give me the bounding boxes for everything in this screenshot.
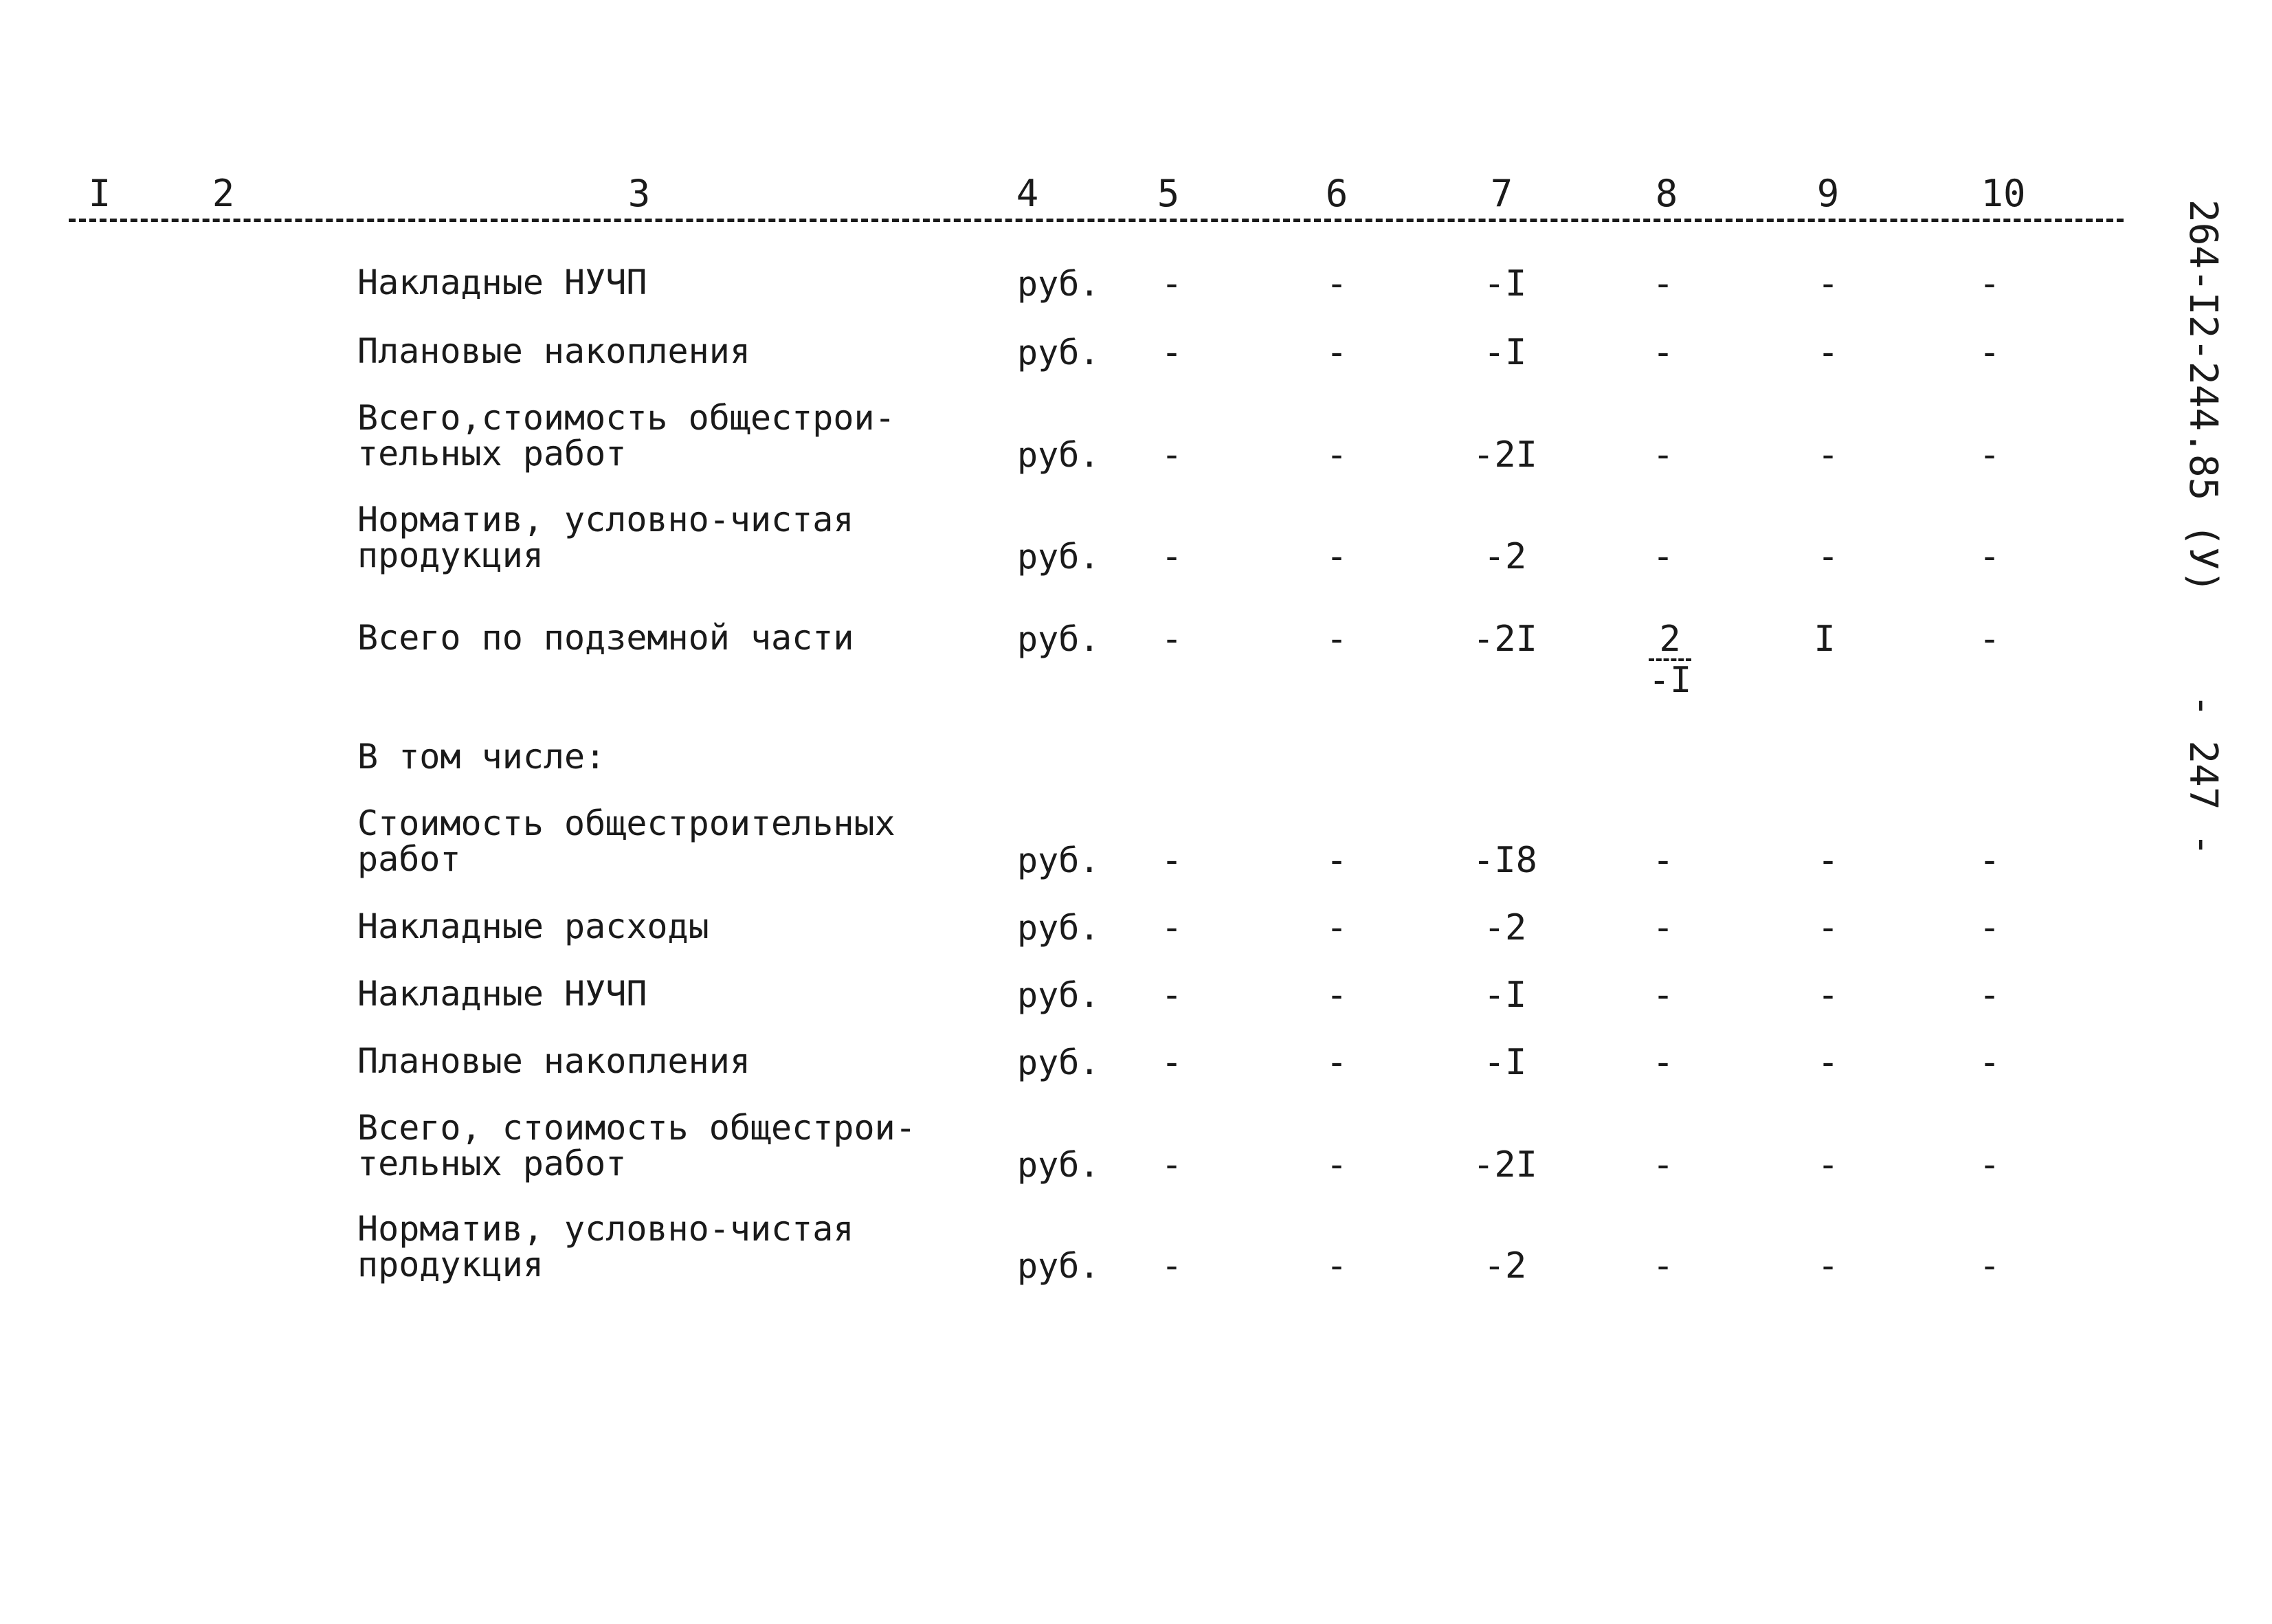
- cell-col9: -: [1817, 975, 1839, 1016]
- row-unit: руб.: [1017, 1246, 1100, 1286]
- row-label: Всего, стоимость общестрои- тельных работ: [357, 1108, 916, 1183]
- cell-col8: -: [1652, 1144, 1674, 1186]
- cell-col7: -2I: [1473, 434, 1537, 476]
- cell-col6: -: [1326, 434, 1348, 476]
- cell-col8: -: [1652, 907, 1674, 948]
- header-rule: [69, 219, 2124, 222]
- cell-col10: -: [1979, 1144, 2001, 1186]
- row-unit: руб.: [1017, 537, 1100, 577]
- cell-col6: -: [1326, 263, 1348, 304]
- cell-col10: -: [1979, 332, 2001, 373]
- cell-col8: -: [1652, 975, 1674, 1016]
- cell-col5: -: [1161, 840, 1183, 881]
- row-label: Накладные расходы: [357, 906, 709, 946]
- cell-col6: -: [1326, 907, 1348, 948]
- cell-col7: -2I: [1473, 1144, 1537, 1186]
- page-number: - 247 -: [2181, 694, 2225, 857]
- cell-col8: -: [1652, 263, 1674, 304]
- document-code: 264-I2-244.85 (У): [2181, 199, 2225, 594]
- cell-col8-fraction: [1615, 620, 1725, 700]
- cell-col5: -: [1161, 619, 1183, 660]
- cell-col5: -: [1161, 1144, 1183, 1186]
- cell-col9: -: [1817, 536, 1839, 577]
- cell-col10: -: [1979, 619, 2001, 660]
- cell-col10: -: [1979, 975, 2001, 1016]
- row-label: Накладные НУЧП: [357, 263, 647, 302]
- cell-col6: -: [1326, 840, 1348, 881]
- row-label: Плановые накопления: [357, 331, 750, 371]
- cell-col8: -: [1652, 840, 1674, 881]
- row-label: Накладные НУЧП: [357, 974, 647, 1014]
- cell-col9: -: [1817, 1144, 1839, 1186]
- cell-col6: -: [1326, 536, 1348, 577]
- cell-col5: -: [1161, 536, 1183, 577]
- row-unit: руб.: [1017, 975, 1100, 1015]
- column-number-7: 7: [1490, 172, 1513, 215]
- cell-col10: -: [1979, 1245, 2001, 1287]
- cell-col7: -I: [1483, 332, 1527, 373]
- cell-col7: -I8: [1473, 840, 1537, 881]
- column-number-9: 9: [1816, 172, 1840, 215]
- row-unit: руб.: [1017, 1145, 1100, 1185]
- row-label: Всего по подземной части: [357, 618, 854, 658]
- cell-col9: -: [1817, 907, 1839, 948]
- fraction-numerator: 2: [1649, 620, 1692, 661]
- cell-col9: -: [1817, 1042, 1839, 1083]
- column-number-2: 2: [212, 172, 235, 215]
- row-unit: руб.: [1017, 264, 1100, 304]
- cell-col10: -: [1979, 840, 2001, 881]
- row-unit: руб.: [1017, 435, 1100, 475]
- cell-col6: -: [1326, 1144, 1348, 1186]
- section-heading: В том числе:: [357, 737, 606, 777]
- cell-col7: -2: [1483, 1245, 1527, 1287]
- cell-col8: -: [1652, 332, 1674, 373]
- column-number-6: 6: [1325, 172, 1348, 215]
- cell-col9: -: [1817, 263, 1839, 304]
- cell-col8: -: [1652, 1042, 1674, 1083]
- column-number-10: 10: [1981, 172, 2026, 215]
- cell-col7: -2: [1483, 536, 1527, 577]
- cell-col8: -: [1652, 536, 1674, 577]
- column-number-5: 5: [1157, 172, 1180, 215]
- cell-col5: -: [1161, 975, 1183, 1016]
- fraction: [1649, 620, 1692, 700]
- cell-col9: -: [1817, 1245, 1839, 1287]
- cell-col7: -2: [1483, 907, 1527, 948]
- cell-col5: -: [1161, 907, 1183, 948]
- cell-col9: -: [1817, 332, 1839, 373]
- row-unit: руб.: [1017, 333, 1100, 372]
- column-number-3: 3: [627, 172, 651, 215]
- row-label: Плановые накопления: [357, 1041, 750, 1081]
- cell-col7: -I: [1483, 975, 1527, 1016]
- cell-col6: -: [1326, 619, 1348, 660]
- cell-col6: -: [1326, 1042, 1348, 1083]
- row-unit: руб.: [1017, 1043, 1100, 1082]
- cell-col5: -: [1161, 332, 1183, 373]
- cell-col10: -: [1979, 263, 2001, 304]
- cell-col5: -: [1161, 263, 1183, 304]
- row-unit: руб.: [1017, 908, 1100, 948]
- cell-col9: I: [1814, 619, 1836, 660]
- cell-col10: -: [1979, 434, 2001, 476]
- cell-col8: -: [1652, 1245, 1674, 1287]
- cell-col6: -: [1326, 975, 1348, 1016]
- cell-col10: -: [1979, 536, 2001, 577]
- column-number-1: I: [88, 172, 111, 215]
- row-label: Норматив, условно-чистая продукция: [357, 1209, 854, 1284]
- cell-col6: -: [1326, 1245, 1348, 1287]
- row-unit: руб.: [1017, 619, 1100, 659]
- row-label: Всего,стоимость общестрои- тельных работ: [357, 398, 895, 474]
- row-label: Стоимость общестроительных работ: [357, 803, 895, 879]
- column-number-4: 4: [1016, 172, 1039, 215]
- cell-col5: -: [1161, 1245, 1183, 1287]
- cell-col5: -: [1161, 1042, 1183, 1083]
- row-label: Норматив, условно-чистая продукция: [357, 500, 854, 575]
- cell-col10: -: [1979, 1042, 2001, 1083]
- cell-col10: -: [1979, 907, 2001, 948]
- cell-col8: -: [1652, 434, 1674, 476]
- cell-col7: -I: [1483, 263, 1527, 304]
- fraction-denominator: -I: [1648, 660, 1692, 701]
- cell-col9: -: [1817, 840, 1839, 881]
- cell-col6: -: [1326, 332, 1348, 373]
- row-unit: руб.: [1017, 841, 1100, 880]
- cell-col5: -: [1161, 434, 1183, 476]
- cell-col7: -2I: [1473, 619, 1537, 660]
- column-number-8: 8: [1655, 172, 1678, 215]
- cell-col9: -: [1817, 434, 1839, 476]
- cell-col7: -I: [1483, 1042, 1527, 1083]
